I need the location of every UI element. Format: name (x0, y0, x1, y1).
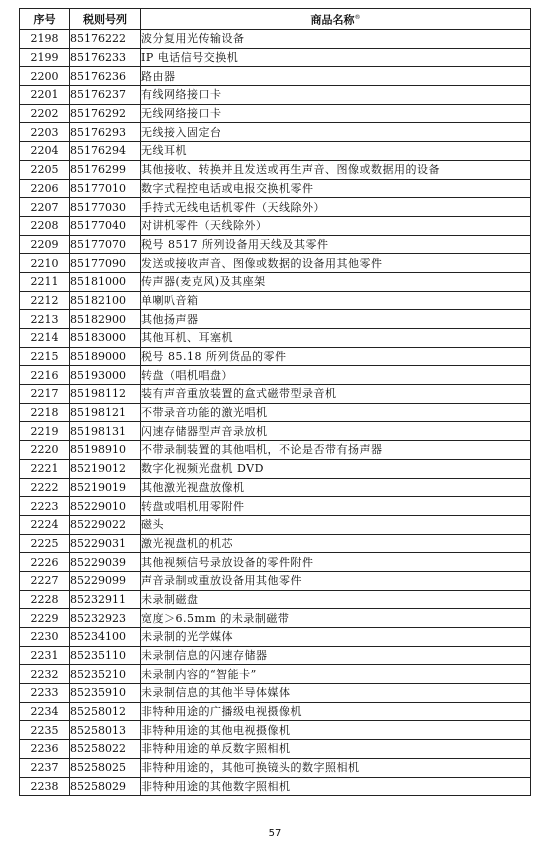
cell-seq: 2208 (20, 216, 70, 235)
cell-code: 85229031 (70, 534, 141, 553)
cell-code: 85181000 (70, 272, 141, 291)
table-row (20, 179, 531, 198)
cell-code: 85177090 (70, 254, 141, 273)
cell-code: 85182100 (70, 291, 141, 310)
cell-seq: 2217 (20, 385, 70, 404)
cell-code: 85258012 (70, 702, 141, 721)
cell-seq: 2229 (20, 609, 70, 628)
cell-name: 数字化视频光盘机 DVD (141, 459, 531, 478)
cell-code: 85182900 (70, 310, 141, 329)
cell-name: 手持式无线电话机零件（天线除外） (141, 198, 531, 217)
table-row (20, 553, 531, 572)
cell-seq: 2232 (20, 665, 70, 684)
page-number: 57 (268, 828, 282, 839)
table-row (20, 628, 531, 647)
cell-name: 未录制的光学媒体 (141, 628, 531, 647)
cell-name: 波分复用光传输设备 (141, 30, 531, 49)
cell-seq: 2230 (20, 628, 70, 647)
table-row (20, 254, 531, 273)
cell-seq: 2198 (20, 30, 70, 49)
table-row (20, 310, 531, 329)
cell-code: 85176236 (70, 67, 141, 86)
cell-name: 装有声音重放装置的盒式磁带型录音机 (141, 385, 531, 404)
header-name-text: 商品名称 (310, 13, 355, 27)
cell-code: 85229022 (70, 515, 141, 534)
cell-seq: 2202 (20, 104, 70, 123)
header-name-note: ® (354, 14, 361, 22)
cell-code: 85235210 (70, 665, 141, 684)
cell-name: 宽度＞6.5mm 的未录制磁带 (141, 609, 531, 628)
cell-name: 不带录制装置的其他唱机，不论是否带有扬声器 (141, 441, 531, 460)
cell-seq: 2225 (20, 534, 70, 553)
cell-name: 其他耳机、耳塞机 (141, 329, 531, 348)
table-row (20, 441, 531, 460)
cell-code: 85229099 (70, 571, 141, 590)
cell-seq: 2238 (20, 777, 70, 796)
cell-name: 传声器(麦克风)及其座架 (141, 272, 531, 291)
cell-name: 其他激光视盘放像机 (141, 478, 531, 497)
cell-code: 85219012 (70, 459, 141, 478)
cell-code: 85258013 (70, 721, 141, 740)
table-row (20, 478, 531, 497)
cell-seq: 2206 (20, 179, 70, 198)
cell-name: IP 电话信号交换机 (141, 48, 531, 67)
cell-seq: 2219 (20, 422, 70, 441)
table-row (20, 142, 531, 161)
table-row (20, 590, 531, 609)
table-body (20, 30, 531, 796)
cell-code: 85232923 (70, 609, 141, 628)
cell-name: 其他视频信号录放设备的零件附件 (141, 553, 531, 572)
table-row (20, 30, 531, 49)
cell-name: 对讲机零件（天线除外） (141, 216, 531, 235)
cell-seq: 2231 (20, 646, 70, 665)
cell-code: 85176294 (70, 142, 141, 161)
table-row (20, 646, 531, 665)
cell-seq: 2211 (20, 272, 70, 291)
table-row (20, 403, 531, 422)
cell-seq: 2218 (20, 403, 70, 422)
cell-seq: 2200 (20, 67, 70, 86)
table-row (20, 571, 531, 590)
cell-code: 85177030 (70, 198, 141, 217)
table-row (20, 740, 531, 759)
cell-seq: 2212 (20, 291, 70, 310)
table-row (20, 67, 531, 86)
cell-code: 85219019 (70, 478, 141, 497)
table-row (20, 702, 531, 721)
header-seq: 序号 (20, 9, 70, 30)
cell-name: 未录制信息的闪速存储器 (141, 646, 531, 665)
table-row (20, 385, 531, 404)
table-row (20, 422, 531, 441)
cell-code: 85183000 (70, 329, 141, 348)
cell-name: 闪速存储器型声音录放机 (141, 422, 531, 441)
cell-code: 85198131 (70, 422, 141, 441)
cell-name: 非特种用途的，其他可换镜头的数字照相机 (141, 758, 531, 777)
cell-name: 无线网络接口卡 (141, 104, 531, 123)
cell-seq: 2236 (20, 740, 70, 759)
cell-name: 其他扬声器 (141, 310, 531, 329)
cell-name: 税号 85.18 所列货品的零件 (141, 347, 531, 366)
table-row (20, 721, 531, 740)
cell-seq: 2220 (20, 441, 70, 460)
cell-seq: 2205 (20, 160, 70, 179)
cell-code: 85176237 (70, 86, 141, 105)
cell-seq: 2224 (20, 515, 70, 534)
cell-name: 未录制内容的“智能卡” (141, 665, 531, 684)
cell-code: 85176299 (70, 160, 141, 179)
cell-code: 85198121 (70, 403, 141, 422)
cell-name: 有线网络接口卡 (141, 86, 531, 105)
cell-name: 数字式程控电话或电报交换机零件 (141, 179, 531, 198)
table-row (20, 235, 531, 254)
cell-code: 85176292 (70, 104, 141, 123)
table-row (20, 347, 531, 366)
cell-name: 非特种用途的广播级电视摄像机 (141, 702, 531, 721)
cell-seq: 2201 (20, 86, 70, 105)
table-row (20, 758, 531, 777)
cell-name: 单喇叭音箱 (141, 291, 531, 310)
cell-seq: 2237 (20, 758, 70, 777)
cell-name: 激光视盘机的机芯 (141, 534, 531, 553)
cell-seq: 2209 (20, 235, 70, 254)
cell-seq: 2226 (20, 553, 70, 572)
header-code: 税则号列 (70, 9, 141, 30)
cell-seq: 2221 (20, 459, 70, 478)
cell-seq: 2233 (20, 684, 70, 703)
cell-seq: 2235 (20, 721, 70, 740)
table-row (20, 329, 531, 348)
cell-code: 85229010 (70, 497, 141, 516)
table-row (20, 272, 531, 291)
cell-seq: 2223 (20, 497, 70, 516)
table-row (20, 86, 531, 105)
cell-code: 85258029 (70, 777, 141, 796)
cell-code: 85198910 (70, 441, 141, 460)
cell-seq: 2207 (20, 198, 70, 217)
cell-name: 路由器 (141, 67, 531, 86)
cell-code: 85176222 (70, 30, 141, 49)
cell-seq: 2215 (20, 347, 70, 366)
table-row (20, 160, 531, 179)
table-row (20, 609, 531, 628)
cell-code: 85193000 (70, 366, 141, 385)
cell-code: 85176233 (70, 48, 141, 67)
table-row (20, 459, 531, 478)
cell-seq: 2227 (20, 571, 70, 590)
cell-code: 85177040 (70, 216, 141, 235)
cell-code: 85189000 (70, 347, 141, 366)
table-row (20, 777, 531, 796)
cell-code: 85232911 (70, 590, 141, 609)
cell-name: 税号 8517 所列设备用天线及其零件 (141, 235, 531, 254)
table-row (20, 291, 531, 310)
cell-name: 无线耳机 (141, 142, 531, 161)
cell-seq: 2228 (20, 590, 70, 609)
cell-name: 不带录音功能的激光唱机 (141, 403, 531, 422)
cell-code: 85235910 (70, 684, 141, 703)
cell-code: 85177010 (70, 179, 141, 198)
cell-code: 85198112 (70, 385, 141, 404)
cell-code: 85258022 (70, 740, 141, 759)
table-row (20, 366, 531, 385)
cell-code: 85235110 (70, 646, 141, 665)
cell-code: 85234100 (70, 628, 141, 647)
table-row (20, 665, 531, 684)
cell-name: 发送或接收声音、图像或数据的设备用其他零件 (141, 254, 531, 273)
tariff-table (19, 8, 531, 796)
table-row (20, 534, 531, 553)
header-name (141, 9, 531, 30)
cell-seq: 2222 (20, 478, 70, 497)
cell-seq: 2199 (20, 48, 70, 67)
cell-seq: 2214 (20, 329, 70, 348)
table-row (20, 48, 531, 67)
table-row (20, 123, 531, 142)
cell-seq: 2204 (20, 142, 70, 161)
cell-name: 磁头 (141, 515, 531, 534)
table-header (20, 9, 531, 30)
cell-code: 85177070 (70, 235, 141, 254)
cell-seq: 2213 (20, 310, 70, 329)
cell-name: 声音录制或重放设备用其他零件 (141, 571, 531, 590)
header-row (20, 9, 531, 30)
cell-name: 非特种用途的单反数字照相机 (141, 740, 531, 759)
table-row (20, 684, 531, 703)
cell-code: 85176293 (70, 123, 141, 142)
cell-name: 非特种用途的其他电视摄像机 (141, 721, 531, 740)
table-row (20, 198, 531, 217)
table-row (20, 104, 531, 123)
table-row (20, 497, 531, 516)
table-row (20, 216, 531, 235)
cell-name: 非特种用途的其他数字照相机 (141, 777, 531, 796)
cell-seq: 2203 (20, 123, 70, 142)
cell-name: 其他接收、转换并且发送或再生声音、图像或数据用的设备 (141, 160, 531, 179)
cell-name: 转盘或唱机用零附件 (141, 497, 531, 516)
cell-name: 未录制磁盘 (141, 590, 531, 609)
cell-name: 未录制信息的其他半导体媒体 (141, 684, 531, 703)
cell-code: 85258025 (70, 758, 141, 777)
cell-name: 转盘（唱机唱盘） (141, 366, 531, 385)
cell-seq: 2234 (20, 702, 70, 721)
table-row (20, 515, 531, 534)
cell-seq: 2210 (20, 254, 70, 273)
cell-code: 85229039 (70, 553, 141, 572)
cell-seq: 2216 (20, 366, 70, 385)
cell-name: 无线接入固定台 (141, 123, 531, 142)
